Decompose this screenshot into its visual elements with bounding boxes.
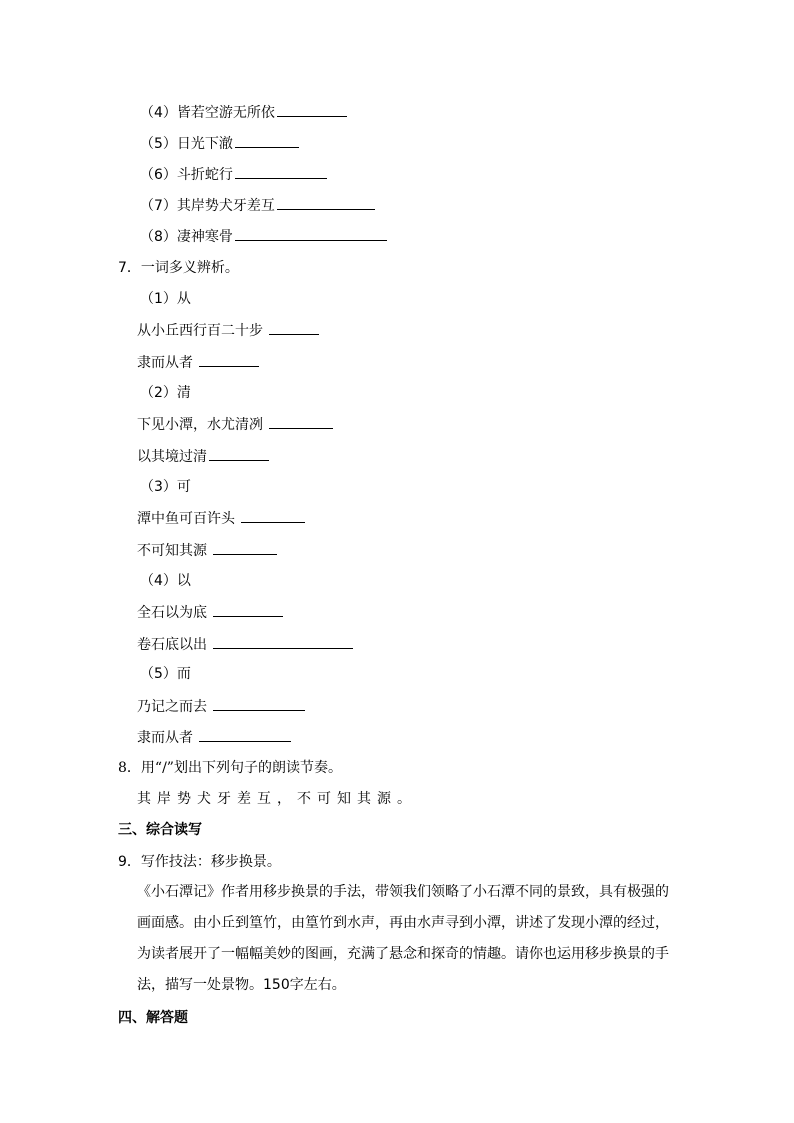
section-4-heading: 四、解答题 (118, 1010, 188, 1026)
q7-title: 7．一词多义辨析。 (118, 260, 239, 276)
q7-group-5-head: （5）而 (140, 666, 191, 682)
q7-group-2-line-1 (137, 414, 333, 435)
q6-item-6 (140, 164, 327, 185)
q6-item-text: （5）日光下澈 (140, 136, 233, 152)
answer-blank[interactable] (213, 602, 283, 617)
sentence-text: 卷石底以出 (137, 637, 207, 653)
q8-title: 8．用“/”划出下列句子的朗读节奏。 (118, 760, 342, 776)
q7-group-4-head: （4）以 (140, 573, 191, 589)
q7-group-4-line-1 (137, 602, 283, 623)
sentence-text: 乃记之而去 (137, 699, 207, 715)
answer-blank[interactable] (199, 727, 291, 742)
q6-item-text: （8）凄神寒骨 (140, 229, 233, 245)
q7-group-5-line-2 (137, 727, 291, 748)
q6-item-text: （7）其岸势犬牙差互 (140, 198, 275, 214)
answer-blank[interactable] (213, 634, 353, 649)
answer-blank[interactable] (235, 226, 387, 241)
answer-blank[interactable] (213, 540, 277, 555)
q7-group-1-head: （1）从 (140, 291, 191, 307)
answer-blank[interactable] (277, 195, 375, 210)
q6-item-4 (140, 102, 347, 123)
q7-group-1-line-2 (137, 352, 259, 373)
q7-group-2-line-2 (137, 446, 269, 467)
answer-blank[interactable] (235, 133, 299, 148)
answer-blank[interactable] (269, 320, 319, 335)
q7-group-2-head: （2）清 (140, 385, 191, 401)
q6-item-8 (140, 226, 387, 247)
answer-blank[interactable] (235, 164, 327, 179)
sentence-text: 从小丘西行百二十步 (137, 323, 263, 339)
q7-group-3-line-2 (137, 540, 277, 561)
sentence-text: 下见小潭，水尤清冽 (137, 417, 263, 433)
sentence-text: 全石以为底 (137, 605, 207, 621)
q7-group-3-line-1 (137, 508, 305, 529)
q6-item-5 (140, 133, 299, 154)
q7-group-5-line-1 (137, 696, 305, 717)
section-3-heading: 三、综合读写 (118, 822, 202, 838)
sentence-text: 以其境过清 (137, 449, 207, 465)
sentence-text: 隶而从者 (137, 355, 193, 371)
q8-sentence: 其岸势犬牙差互，不可知其源。 (137, 791, 417, 807)
q7-group-4-line-2 (137, 634, 353, 655)
sentence-text: 不可知其源 (137, 543, 207, 559)
q6-item-7 (140, 195, 375, 216)
answer-blank[interactable] (209, 446, 269, 461)
q9-title: 9．写作技法：移步换景。 (118, 854, 281, 870)
q9-paragraph: 《小石潭记》作者用移步换景的手法，带领我们领略了小石潭不同的景致，具有极强的画面感。由小丘到篁竹，由篁竹到水声，再由水声寻到小潭，讲述了发现小潭的经过，为读者展开了一幅幅美妙的图画，充满了悬念和探奇的情趣。请你也运用移步换景的手法，描写一处景物。150字左右。 (137, 884, 669, 993)
sentence-text: 隶而从者 (137, 730, 193, 746)
answer-blank[interactable] (269, 414, 333, 429)
answer-blank[interactable] (241, 508, 305, 523)
q7-group-3-head: （3）可 (140, 479, 191, 495)
answer-blank[interactable] (199, 352, 259, 367)
q6-item-text: （4）皆若空游无所依 (140, 105, 275, 121)
answer-blank[interactable] (277, 102, 347, 117)
q6-item-text: （6）斗折蛇行 (140, 167, 233, 183)
q7-group-1-line-1 (137, 320, 319, 341)
answer-blank[interactable] (213, 696, 305, 711)
sentence-text: 潭中鱼可百许头 (137, 511, 235, 527)
